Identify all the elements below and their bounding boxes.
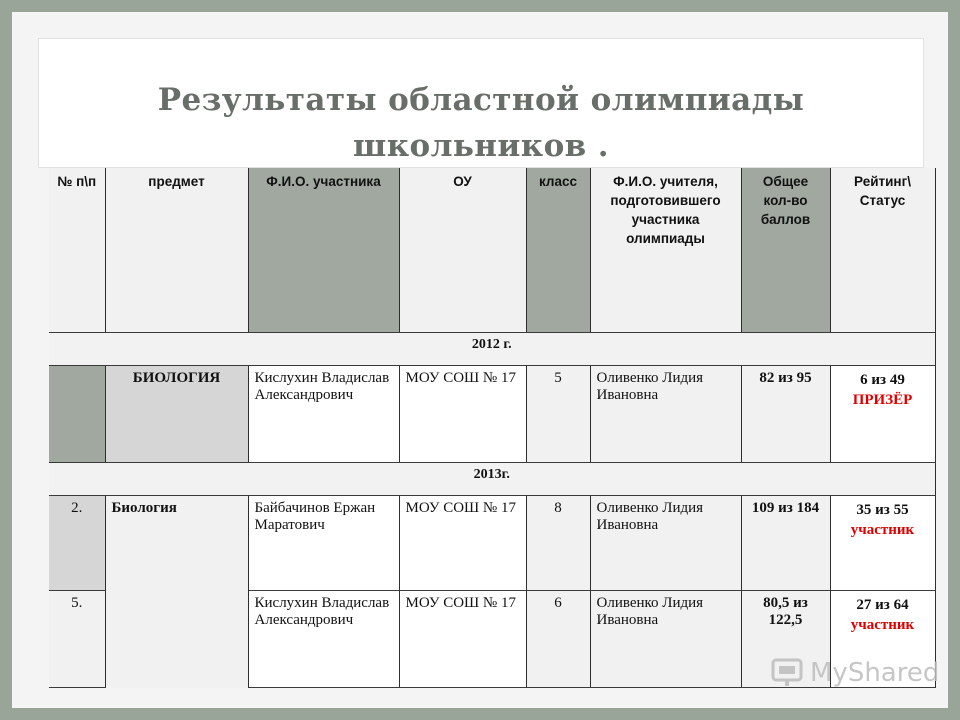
header-teacher: Ф.И.О. учителя, подготовившего участника олимпиады (590, 168, 741, 333)
row-grade: 8 (526, 496, 590, 591)
row-teacher: Оливенко Лидия Ивановна (590, 591, 741, 688)
header-num: № п\п (49, 168, 105, 333)
row-rating-cell (830, 366, 935, 463)
row-grade: 6 (526, 591, 590, 688)
row-status: участник (850, 617, 915, 633)
presentation-icon (770, 657, 806, 689)
year-row-2012 (49, 333, 935, 366)
row-rating-cell (830, 496, 935, 591)
row-rating: 35 из 55 (856, 502, 909, 518)
row-participant: Кислухин Владислав Александрович (248, 366, 399, 463)
header-school: ОУ (399, 168, 526, 333)
header-rating: Рейтинг\ Статус (830, 168, 935, 333)
row-rating: 6 из 49 (860, 372, 905, 388)
title-box (38, 38, 924, 168)
row-rating: 27 из 64 (856, 597, 909, 613)
year-row-2013 (49, 463, 935, 496)
header-score: Общее кол-во баллов (741, 168, 830, 333)
header-participant: Ф.И.О. участника (248, 168, 399, 333)
row-teacher: Оливенко Лидия Ивановна (590, 366, 741, 463)
row-status: ПРИЗЁР (852, 392, 913, 408)
slide-title (39, 77, 923, 169)
row-score: 80,5 из 122,5 (741, 591, 830, 688)
row-school: МОУ СОШ № 17 (399, 591, 526, 688)
watermark-text: MyShared (810, 658, 940, 688)
header-row (49, 168, 935, 333)
table-row (49, 496, 935, 591)
title-line-1: Результаты областной олимпиады (157, 82, 805, 118)
row-participant: Байбачинов Ержан Маратович (248, 496, 399, 591)
header-grade: класс (526, 168, 590, 333)
row-subject: Биология (105, 496, 248, 688)
row-num (49, 366, 105, 463)
results-table (49, 168, 936, 688)
row-score: 109 из 184 (741, 496, 830, 591)
row-subject: БИОЛОГИЯ (105, 366, 248, 463)
row-num: 5. (49, 591, 105, 688)
row-score: 82 из 95 (741, 366, 830, 463)
row-school: МОУ СОШ № 17 (399, 496, 526, 591)
row-school: МОУ СОШ № 17 (399, 366, 526, 463)
table-row (49, 366, 935, 463)
row-status: участник (850, 522, 915, 538)
row-grade: 5 (526, 366, 590, 463)
row-teacher: Оливенко Лидия Ивановна (590, 496, 741, 591)
header-subject: предмет (105, 168, 248, 333)
row-participant: Кислухин Владислав Александрович (248, 591, 399, 688)
year-2012: 2012 г. (49, 333, 935, 366)
row-num: 2. (49, 496, 105, 591)
title-line-2: школьников . (353, 128, 609, 164)
year-2013: 2013г. (49, 463, 935, 496)
watermark (770, 655, 939, 691)
